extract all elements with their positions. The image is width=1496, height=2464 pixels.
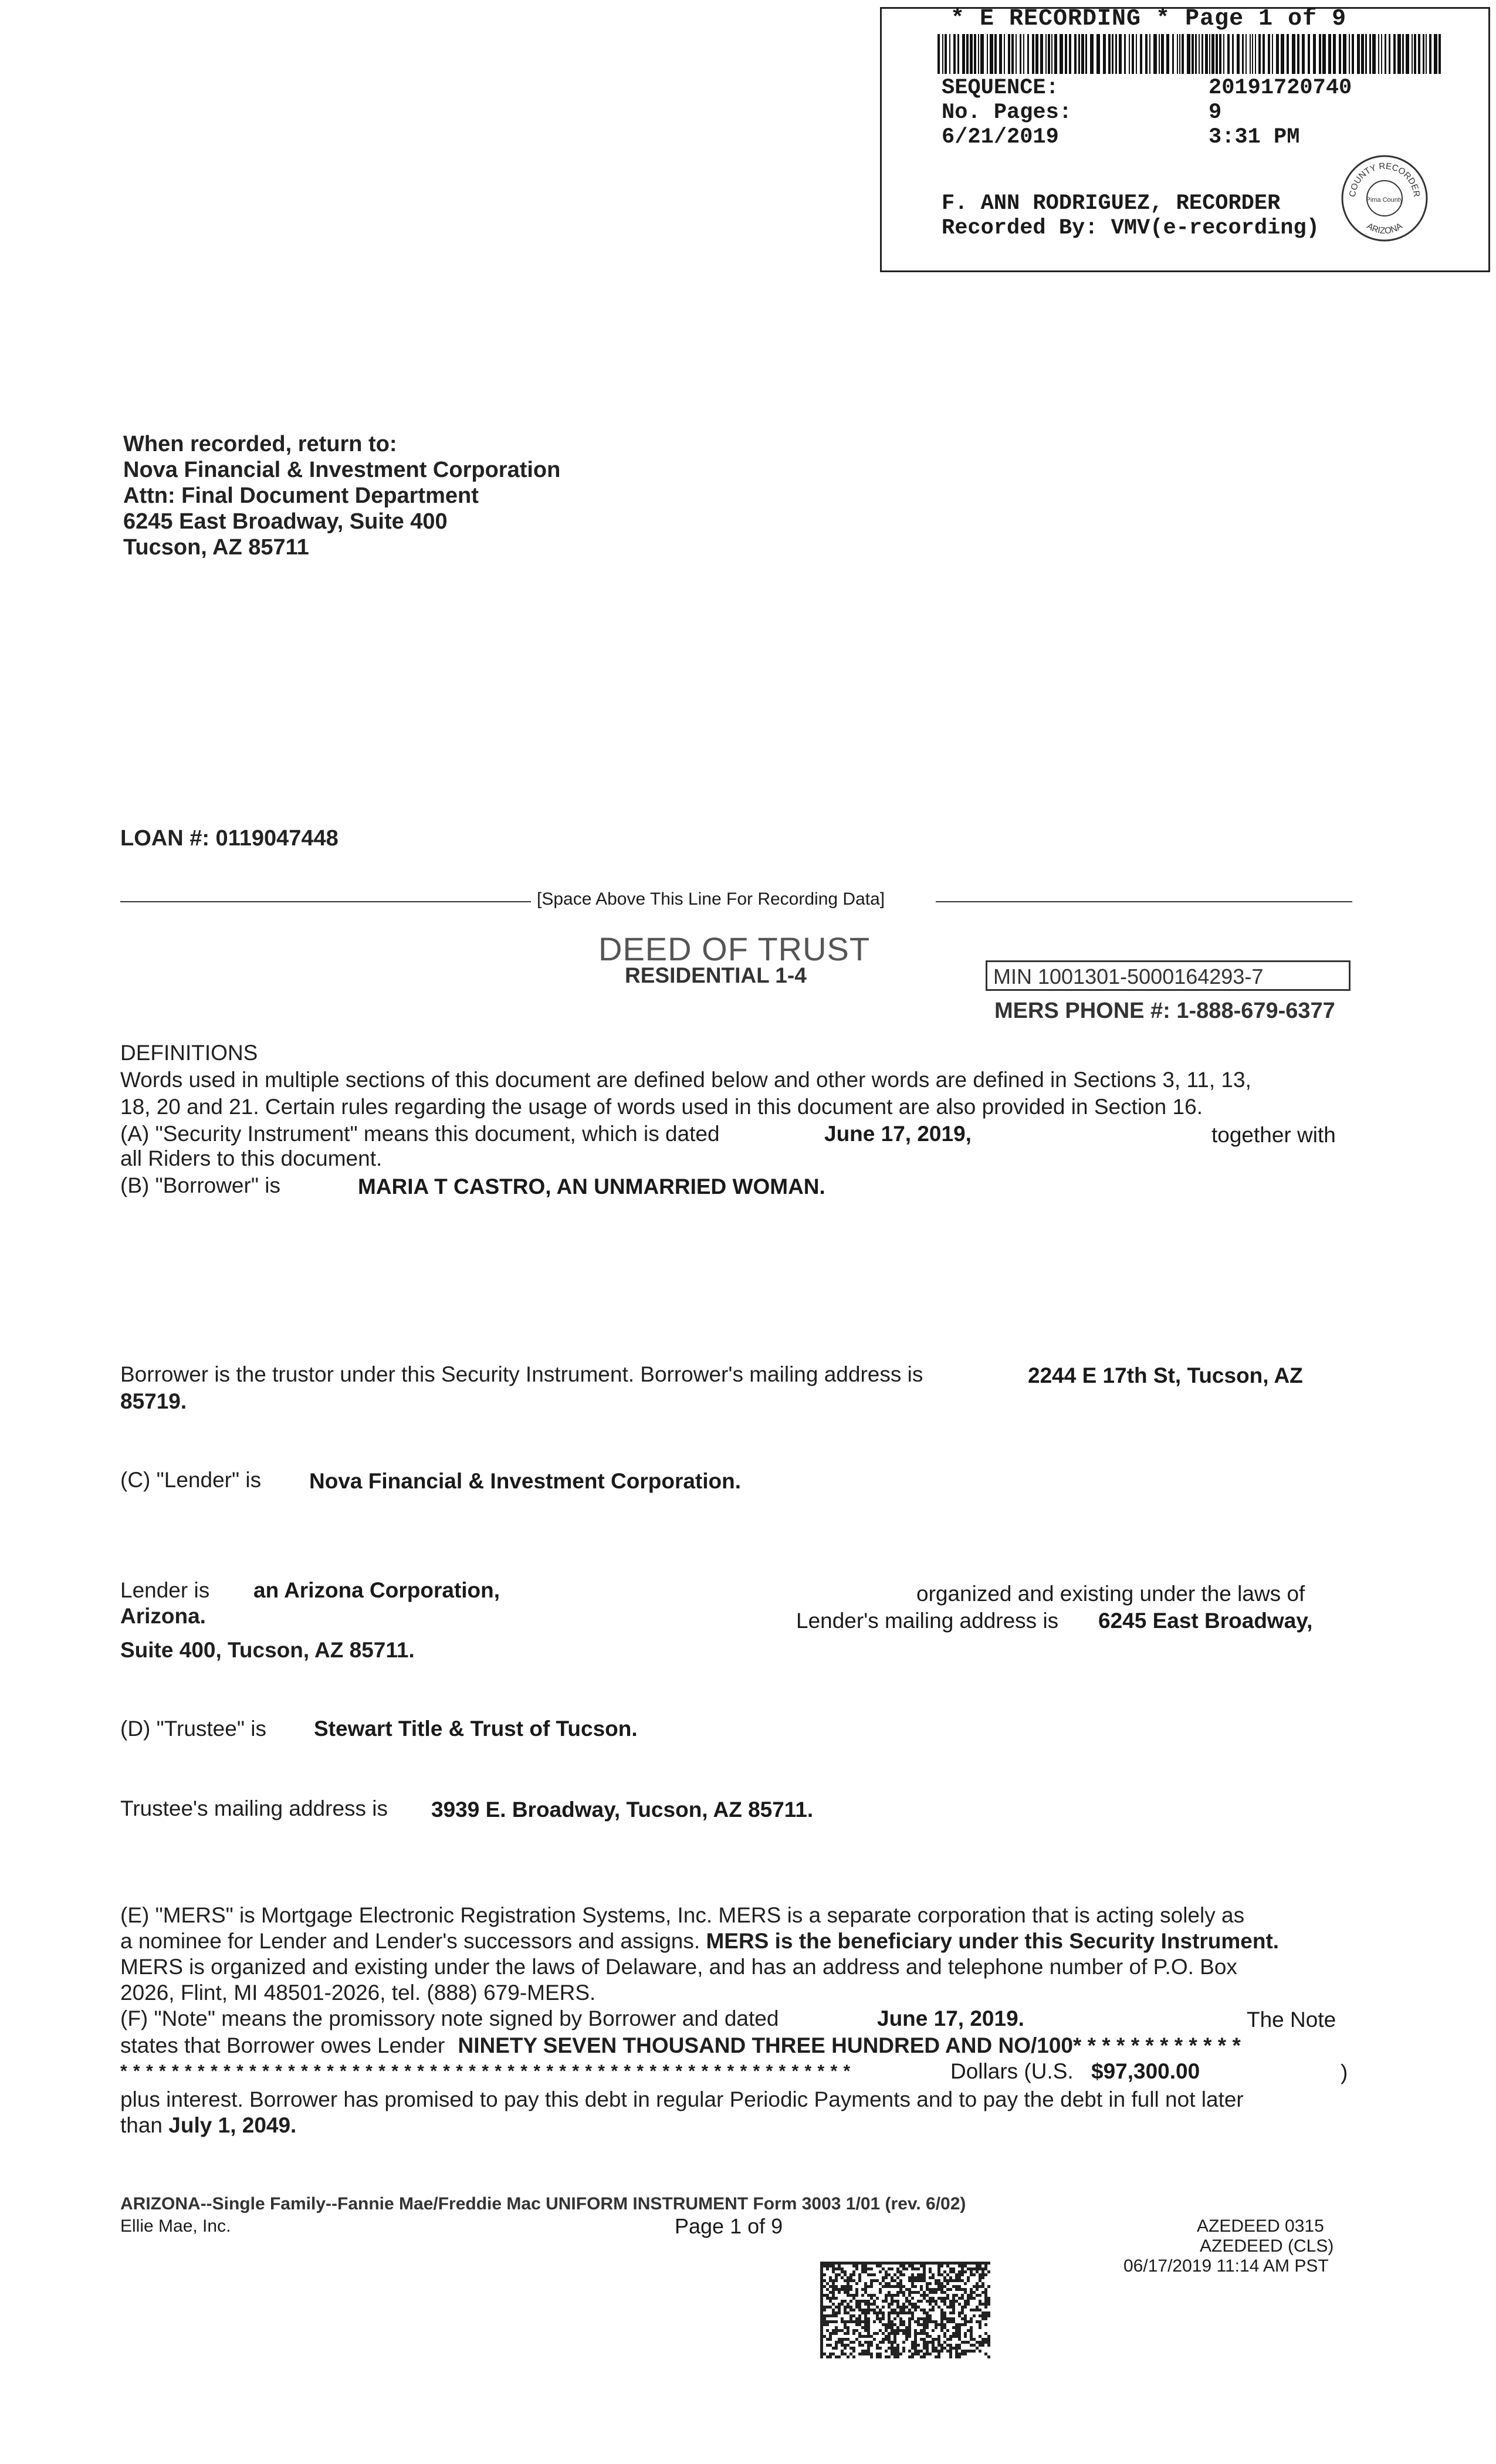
return-address [123,431,560,560]
definition-a-date: June 17, 2019, [824,1122,972,1146]
definition-f-line2a: states that Borrower owes Lender [120,2033,445,2057]
return-line: Tucson, AZ 85711 [123,535,309,560]
pages-value: 9 [1209,100,1222,125]
seal-text-mid: Pima County [1366,197,1403,204]
note-date: June 17, 2019. [877,2006,1024,2030]
definition-f-line2 [120,2032,1352,2059]
lender-is-label: Lender is [120,1578,210,1602]
footer-code-2: AZEDEED (CLS) [1200,2236,1334,2256]
svg-text:ARIZONA [1365,221,1404,236]
return-line: Nova Financial & Investment Corporation [123,458,561,482]
recording-date: 6/21/2019 [942,125,1059,150]
pages-label: No. Pages: [942,100,1072,125]
trustee-name: Stewart Title & Trust of Tucson. [314,1717,638,1741]
divider-rule-right [936,901,1352,902]
definition-f-label: (F) "Note" means the promissory note signed by Borrower and dated [120,2006,779,2030]
definition-a-tail: together with [1211,1123,1336,1147]
trustee-mailing-label: Trustee's mailing address is [120,1796,388,1820]
definition-a-line2: all Riders to this document. [120,1146,383,1170]
definitions-heading: DEFINITIONS [120,1041,258,1065]
svg-text:COUNTY RECORDER [1348,161,1421,198]
recorded-by: Recorded By: VMV(e-recording) [942,216,1319,241]
space-above-divider [120,887,1352,916]
document-subtitle: RESIDENTIAL 1-4 [625,963,807,987]
definition-e-line2 [120,1928,1352,1955]
definition-e-line1: (E) "MERS" is Mortgage Electronic Registration Systems, Inc. MERS is a separate corporation that is acting solely as [120,1903,1245,1927]
borrower-name: MARIA T CASTRO, AN UNMARRIED WOMAN. [358,1175,825,1199]
dollars-close-paren: ) [1341,2060,1348,2084]
maturity-date: July 1, 2049. [168,2113,297,2137]
loan-amount: $97,300.00 [1091,2059,1200,2083]
mers-phone: MERS PHONE #: 1-888-679-6377 [994,999,1335,1023]
seal-text-bottom: ARIZONA [1365,221,1404,236]
definition-d-label: (D) "Trustee" is [120,1717,266,1741]
definition-b-label: (B) "Borrower" is [120,1173,280,1197]
divider-rule-left [120,901,531,902]
return-line: Attn: Final Document Department [123,483,479,508]
return-line: When recorded, return to: [123,432,397,456]
definition-a-label: (A) "Security Instrument" means this document, which is dated [120,1122,720,1146]
county-recorder-seal-icon [1338,151,1431,245]
lender-state: Arizona. [120,1604,206,1628]
definition-f-line5a: than [120,2113,163,2137]
definition-c-label: (C) "Lender" is [120,1468,262,1492]
footer-timestamp: 06/17/2019 11:14 AM PST [1123,2256,1329,2276]
lender-mailing-label: Lender's mailing address is [796,1609,1059,1633]
asterisk-filler: * * * * * * * * * * * * * * * * * * * * * * * * * * * * * * * * * * * * * * * * * * * * * * * * * * * * * * * * * [120,2062,851,2081]
mers-beneficiary-text: MERS is the beneficiary under this Security Instrument. [706,1929,1280,1953]
recording-title: * E RECORDING * Page 1 of 9 [950,6,1347,32]
definition-f-line5 [120,2112,1352,2139]
definition-f-line4: plus interest. Borrower has promised to pay this debt in regular Periodic Payments and to pay the debt in full not later [120,2087,1244,2111]
recorder-name: F. ANN RODRIGUEZ, RECORDER [942,191,1281,216]
trustor-text: Borrower is the trustor under this Security Instrument. Borrower's mailing address is [120,1362,923,1386]
lender-address-1: 6245 East Broadway, [1098,1609,1313,1633]
document-2d-barcode-icon [820,2262,990,2358]
space-above-label: [Space Above This Line For Recording Data] [537,889,885,909]
borrower-address-2: 85719. [120,1389,187,1413]
footer-page-number: Page 1 of 9 [675,2214,783,2238]
definitions-intro-2: 18, 20 and 21. Certain rules regarding the usage of words used in this document are also provided in Section 16. [120,1095,1203,1119]
borrower-address-1: 2244 E 17th St, Tucson, AZ [1028,1363,1303,1387]
footer-form-name: ARIZONA--Single Family--Fannie Mae/Freddie Mac UNIFORM INSTRUMENT Form 3003 1/01 (rev. 6/02) [120,2194,966,2213]
document-title: DEED OF TRUST [598,930,871,967]
definition-e-line2a: a nominee for Lender and Lender's successors and assigns. [120,1929,700,1953]
loan-number: LOAN #: 0119047448 [120,826,339,851]
footer-vendor: Ellie Mae, Inc. [120,2216,231,2236]
definitions-intro-1: Words used in multiple sections of this document are defined below and other words are defined in Sections 3, 11, 13, [120,1068,1251,1092]
loan-amount-words: NINETY SEVEN THOUSAND THREE HUNDRED AND NO/100* * * * * * * * * * * * [458,2033,1241,2057]
lender-laws-text: organized and existing under the laws of [916,1582,1305,1606]
sequence-value: 20191720740 [1209,76,1352,100]
lender-address-2: Suite 400, Tucson, AZ 85711. [120,1638,415,1662]
footer-code-1: AZEDEED 0315 [1197,2216,1324,2236]
recording-time: 3:31 PM [1209,125,1300,150]
definition-f-tail: The Note [1247,2008,1336,2032]
return-line: 6245 East Broadway, Suite 400 [123,509,448,534]
dollars-label: Dollars (U.S. [950,2059,1074,2083]
recording-barcode [937,34,1442,74]
lender-type: an Arizona Corporation, [253,1578,500,1602]
trustee-address: 3939 E. Broadway, Tucson, AZ 85711. [431,1798,814,1822]
definition-e-line3: MERS is organized and existing under the laws of Delaware, and has an address and telephone number of P.O. Box [120,1955,1237,1979]
lender-name: Nova Financial & Investment Corporation. [309,1469,742,1493]
seal-text-top: COUNTY RECORDER [1347,161,1422,198]
sequence-label: SEQUENCE: [942,76,1059,100]
definition-e-line4: 2026, Flint, MI 48501-2026, tel. (888) 679-MERS. [120,1981,596,2005]
min-number-box: MIN 1001301-5000164293-7 [986,960,1351,991]
